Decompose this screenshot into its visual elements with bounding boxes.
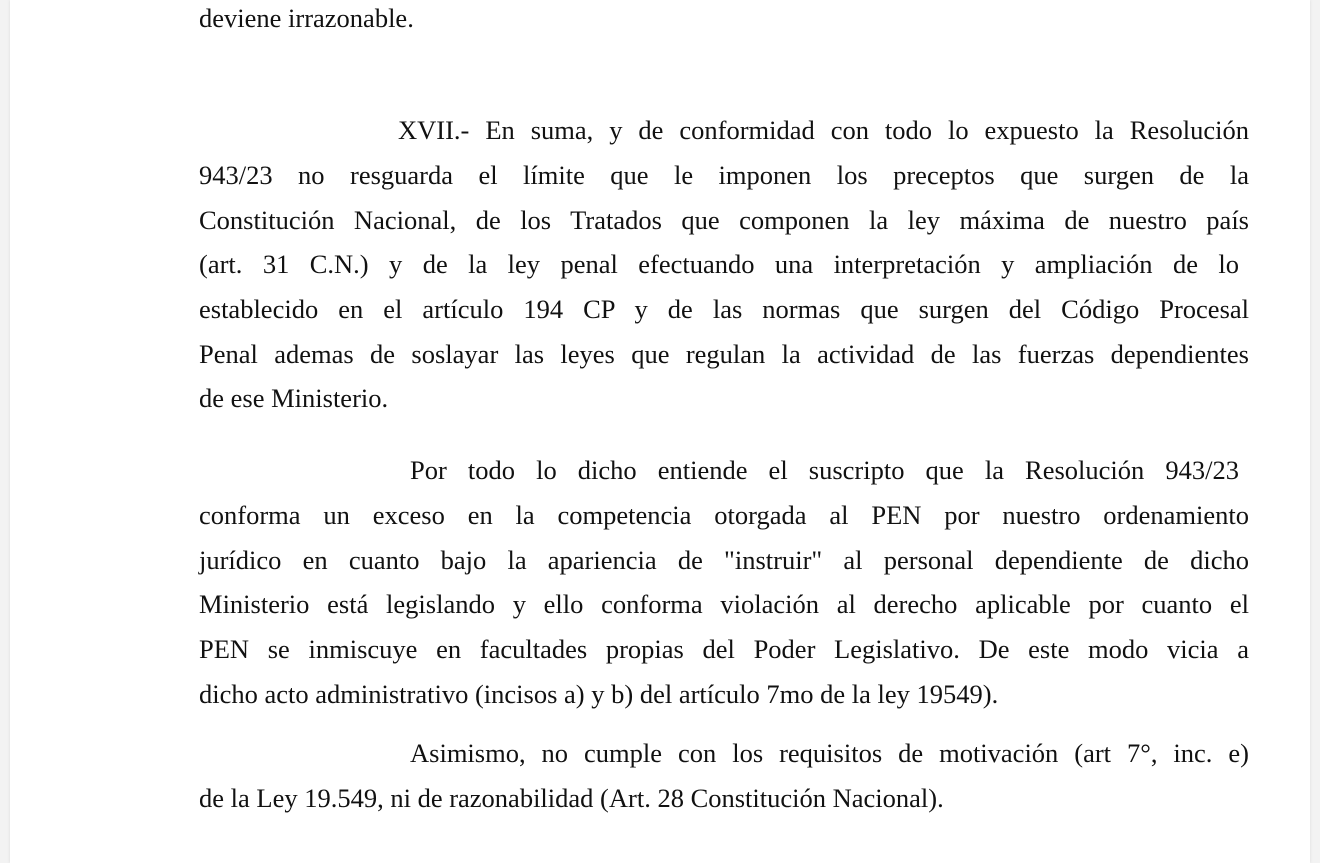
text-line: Asimismo, no cumple con los requisitos de motivación (art 7°, inc. e) bbox=[410, 738, 1249, 768]
text-line: establecido en el artículo 194 CP y de las normas que surgen del Código Procesal bbox=[199, 294, 1249, 324]
text-line: de ese Ministerio. bbox=[199, 383, 389, 413]
text-line: Ministerio está legislando y ello conforma violación al derecho aplicable por cuanto el bbox=[199, 589, 1249, 619]
text-line: 943/23 no resguarda el límite que le imponen los preceptos que surgen de la bbox=[199, 160, 1249, 190]
text-line: deviene irrazonable. bbox=[199, 3, 414, 33]
text-line: de la Ley 19.549, ni de razonabilidad (Art. 28 Constitución Nacional). bbox=[199, 783, 944, 813]
text-line: PEN se inmiscuye en facultades propias del Poder Legislativo. De este modo vicia a bbox=[199, 634, 1249, 664]
text-line: conforma un exceso en la competencia otorgada al PEN por nuestro ordenamiento bbox=[199, 500, 1249, 530]
text-line: XVII.- En suma, y de conformidad con todo lo expuesto la Resolución bbox=[398, 115, 1249, 145]
text-line: Por todo lo dicho entiende el suscripto que la Resolución 943/23 bbox=[410, 455, 1239, 485]
text-line: Penal ademas de soslayar las leyes que regulan la actividad de las fuerzas dependientes bbox=[199, 339, 1249, 369]
text-line: jurídico en cuanto bajo la apariencia de "instruir" al personal dependiente de dicho bbox=[199, 545, 1249, 575]
text-line: dicho acto administrativo (incisos a) y b) del artículo 7mo de la ley 19549). bbox=[199, 679, 999, 709]
text-line: Constitución Nacional, de los Tratados que componen la ley máxima de nuestro país bbox=[199, 205, 1249, 235]
document-page bbox=[10, 0, 1310, 863]
text-line: (art. 31 C.N.) y de la ley penal efectuando una interpretación y ampliación de lo bbox=[199, 249, 1239, 279]
